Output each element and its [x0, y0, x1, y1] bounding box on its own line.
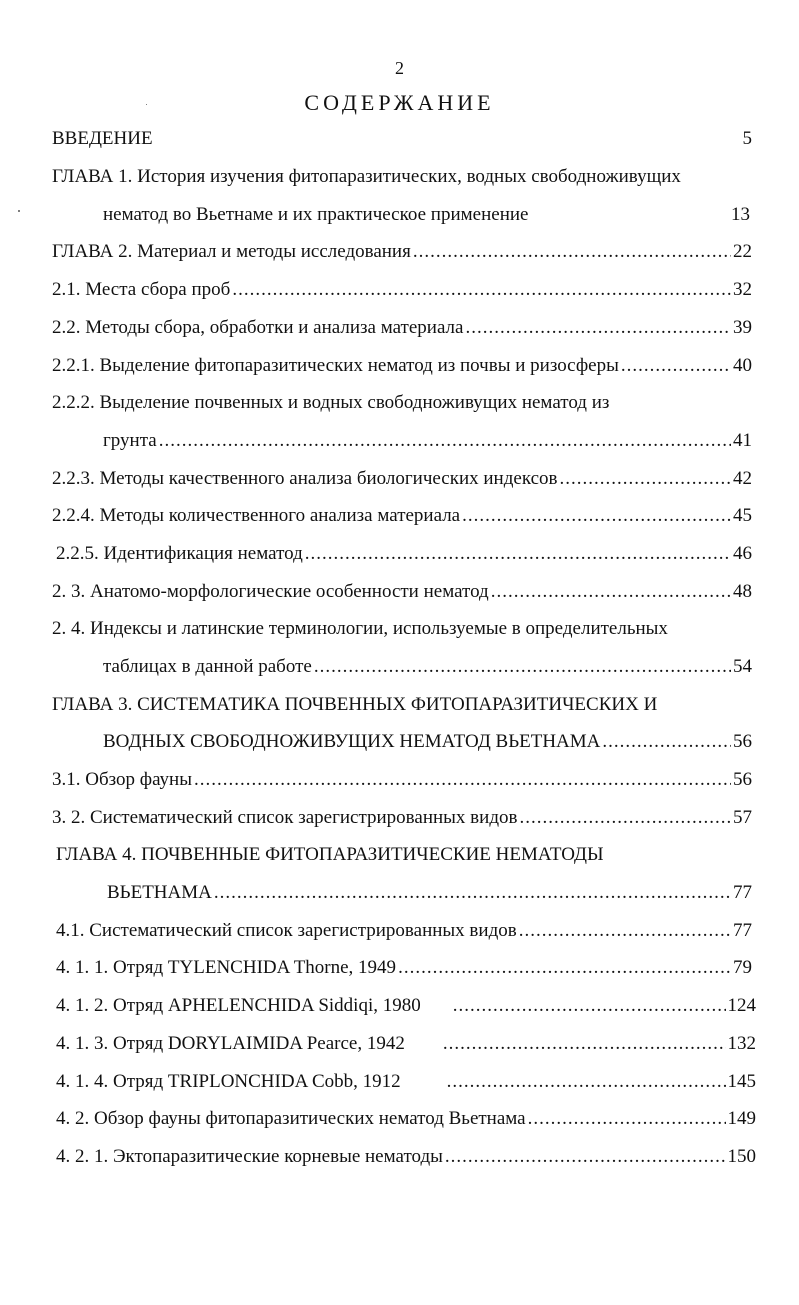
toc-entry-page: 124 — [727, 995, 756, 1016]
toc-entry-3-1 — [52, 765, 752, 795]
toc-entry-label: 2. 4. Индексы и латинские терминологии, используемые в определительных — [52, 618, 668, 639]
page-title: СОДЕРЖАНИЕ — [304, 90, 495, 115]
toc-entry-page: 56 — [733, 769, 752, 790]
toc-entry-label: 4. 1. 1. Отряд TYLENCHIDA Thorne, 1949 — [56, 957, 397, 978]
toc-entry-page: 77 — [733, 920, 752, 941]
toc-entry-4-2 — [56, 1104, 756, 1134]
toc-entry-page: 150 — [727, 1146, 756, 1167]
toc-entry-page: 32 — [733, 279, 752, 300]
toc-entry-label: 3. 2. Систематический список зарегистрированных видов — [52, 807, 518, 828]
toc-entry-2-2-5 — [56, 539, 752, 569]
toc-entry-label: ГЛАВА 3. СИСТЕМАТИКА ПОЧВЕННЫХ ФИТОПАРАЗИТИЧЕСКИХ И — [52, 694, 658, 715]
toc-entry-chapter-4 — [56, 840, 752, 870]
toc-entry-chapter-1-cont — [103, 200, 750, 230]
toc-entry-page: 145 — [727, 1071, 756, 1092]
toc-entry-page: 5 — [742, 128, 752, 149]
page-number: 2 — [395, 58, 404, 78]
toc-entry-2-2-4 — [52, 501, 752, 531]
toc-entry-4-1 — [56, 916, 752, 946]
toc-entry-2-2-2 — [52, 388, 752, 418]
toc-entry-2-1 — [52, 275, 752, 305]
toc-entry-label: нематод во Вьетнаме и их практическое применение — [103, 204, 529, 225]
toc-entry-page: 22 — [733, 241, 752, 262]
toc-entry-chapter-4-cont — [107, 878, 752, 908]
toc-entry-2-2-2-cont — [103, 426, 752, 456]
toc-entry-page: 45 — [733, 505, 752, 526]
toc-entry-4-1-2 — [56, 991, 756, 1021]
toc-entry-label: 4.1. Систематический список зарегистрированных видов — [56, 920, 517, 941]
toc-entry-page: 79 — [733, 957, 752, 978]
toc-entry-4-1-4 — [56, 1067, 756, 1097]
toc-entry-label: 2.2.2. Выделение почвенных и водных свободноживущих нематод из — [52, 392, 610, 413]
toc-entry-4-2-1 — [56, 1142, 756, 1172]
toc-entry-label: 2.2.4. Методы количественного анализа материала — [52, 505, 461, 526]
toc-entry-label: ГЛАВА 1. История изучения фитопаразитических, водных свободноживущих — [52, 166, 681, 187]
toc-entry-label: 4. 1. 2. Отряд APHELENCHIDA Siddiqi, 1980 — [56, 995, 421, 1016]
toc-entry-4-1-3 — [56, 1029, 756, 1059]
toc-entry-chapter-3 — [52, 690, 752, 720]
toc-entry-introduction — [52, 124, 752, 154]
toc-entry-page: 39 — [733, 317, 752, 338]
toc-entry-label: 2.1. Места сбора проб — [52, 279, 231, 300]
toc-entry-2-2-3 — [52, 464, 752, 494]
toc-entry-page: 48 — [733, 581, 752, 602]
toc-entry-label: 4. 2. 1. Эктопаразитические корневые нематоды — [56, 1146, 443, 1167]
toc-entry-page: 132 — [727, 1033, 756, 1054]
scan-speck — [18, 210, 20, 212]
toc-entry-page: 77 — [733, 882, 752, 903]
toc-entry-label: ГЛАВА 4. ПОЧВЕННЫЕ ФИТОПАРАЗИТИЧЕСКИЕ НЕМАТОДЫ — [56, 844, 604, 865]
toc-entry-label: ВЬЕТНАМА — [107, 882, 212, 903]
toc-entry-label: ВВЕДЕНИЕ — [52, 128, 153, 149]
toc-entry-label: таблицах в данной работе — [103, 656, 312, 677]
toc-entry-label: 4. 2. Обзор фауны фитопаразитических нематод Вьетнама — [56, 1108, 526, 1129]
toc-entry-label: 2.2.3. Методы качественного анализа биологических индексов — [52, 468, 558, 489]
toc-entry-3-2 — [52, 803, 752, 833]
toc-entry-label: грунта — [103, 430, 157, 451]
toc-entry-2-4 — [52, 614, 752, 644]
toc-entry-label: 2.2.1. Выделение фитопаразитических нематод из почвы и ризосферы — [52, 355, 619, 376]
toc-entry-2-3 — [52, 577, 752, 607]
toc-entry-label: 4. 1. 4. Отряд TRIPLONCHIDA Cobb, 1912 — [56, 1071, 401, 1092]
toc-entry-page: 149 — [727, 1108, 756, 1129]
toc-entry-page: 40 — [733, 355, 752, 376]
toc-entry-page: 46 — [733, 543, 752, 564]
toc-entry-label: 2.2.5. Идентификация нематод — [56, 543, 303, 564]
toc-entry-2-2 — [52, 313, 752, 343]
toc-entry-page: 54 — [733, 656, 752, 677]
toc-entry-page: 56 — [733, 731, 752, 752]
scan-speck — [146, 104, 147, 105]
toc-entry-4-1-1 — [56, 953, 752, 983]
toc-entry-label: 3.1. Обзор фауны — [52, 769, 192, 790]
toc-entry-page: 42 — [733, 468, 752, 489]
toc-entry-page: 13 — [731, 204, 750, 225]
toc-entry-2-2-1 — [52, 351, 752, 381]
toc-entry-page: 41 — [733, 430, 752, 451]
toc-entry-chapter-3-cont — [103, 727, 752, 757]
toc-entry-2-4-cont — [103, 652, 752, 682]
toc-entry-chapter-2 — [52, 237, 752, 267]
toc-entry-label: 2.2. Методы сбора, обработки и анализа материала — [52, 317, 464, 338]
toc-entry-label: ГЛАВА 2. Материал и методы исследования — [52, 241, 411, 262]
toc-entry-label: 4. 1. 3. Отряд DORYLAIMIDA Pearce, 1942 — [56, 1033, 405, 1054]
toc-entry-page: 57 — [733, 807, 752, 828]
toc-entry-chapter-1 — [52, 162, 752, 192]
toc-entry-label: 2. 3. Анатомо-морфологические особенности нематод — [52, 581, 489, 602]
toc-entry-label: ВОДНЫХ СВОБОДНОЖИВУЩИХ НЕМАТОД ВЬЕТНАМА — [103, 731, 601, 752]
